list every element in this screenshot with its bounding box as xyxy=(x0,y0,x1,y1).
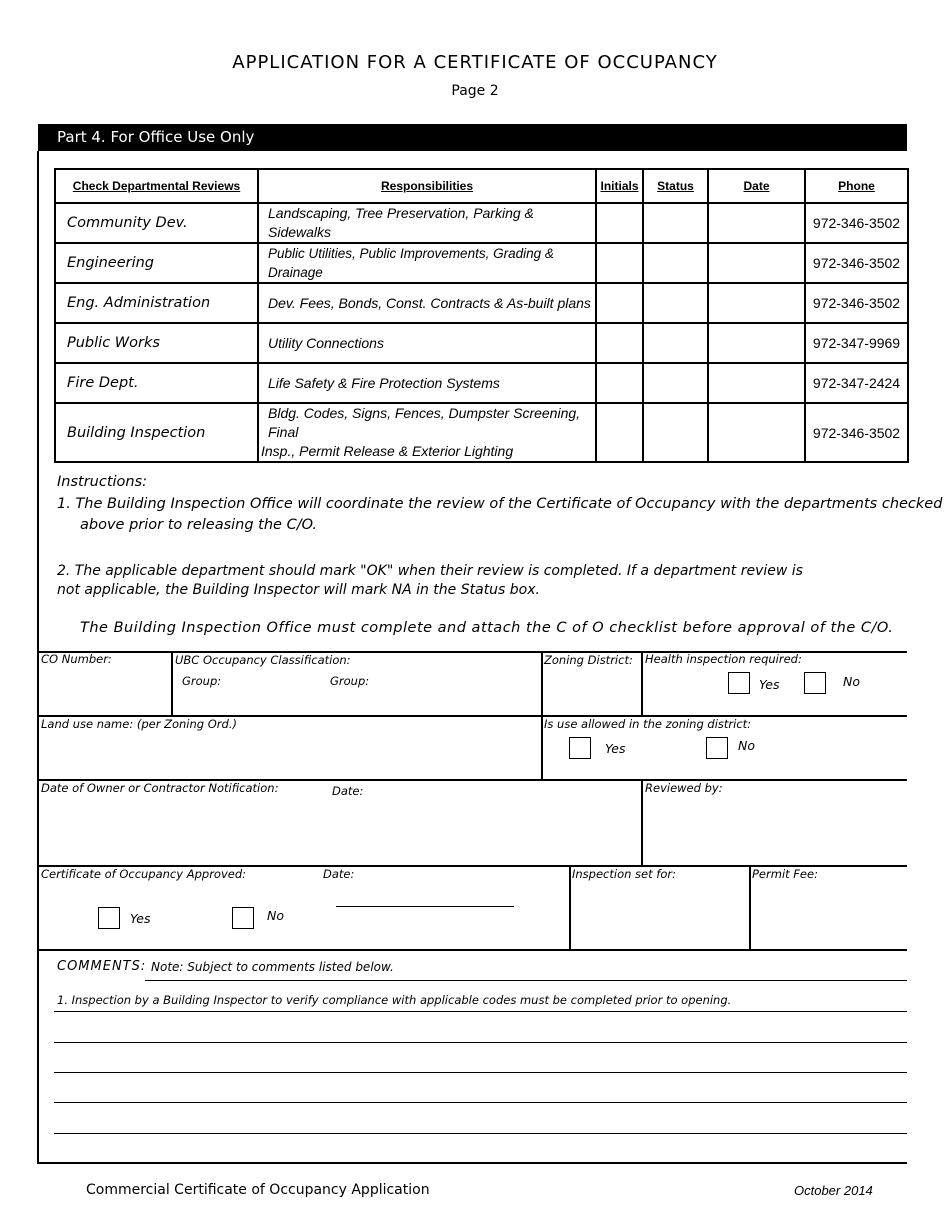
form-divider xyxy=(171,651,173,715)
comments-label: COMMENTS: xyxy=(57,959,147,974)
co-approved-yes-checkbox[interactable] xyxy=(98,907,120,929)
col-header-dept: Check Departmental Reviews xyxy=(55,169,258,203)
date-cell[interactable] xyxy=(708,323,805,363)
date-cell[interactable] xyxy=(708,283,805,323)
health-yes-label: Yes xyxy=(759,677,780,692)
initials-cell[interactable] xyxy=(596,243,643,283)
date-cell[interactable] xyxy=(708,243,805,283)
dept-phone: 972-346-3502 xyxy=(805,243,908,283)
dept-name: Engineering xyxy=(55,243,258,283)
status-cell[interactable] xyxy=(643,243,708,283)
dept-name: Public Works xyxy=(55,323,258,363)
dept-name: Building Inspection xyxy=(55,403,258,462)
col-header-date: Date xyxy=(708,169,805,203)
instruction-1-line-1: 1. The Building Inspection Office will coordinate the review of the Certificate of Occupancy with the departments checked xyxy=(57,496,943,512)
reviewed-by-label: Reviewed by: xyxy=(645,781,723,795)
table-row xyxy=(55,203,908,243)
table-row xyxy=(55,323,908,363)
dept-name: Fire Dept. xyxy=(55,363,258,403)
page-number: Page 2 xyxy=(451,83,499,99)
footer-date: October 2014 xyxy=(794,1183,873,1198)
part4-heading: Part 4. For Office Use Only xyxy=(38,124,907,151)
col-header-status: Status xyxy=(643,169,708,203)
approved-date-label: Date: xyxy=(323,867,355,881)
resp-line-1: Bldg. Codes, Signs, Fences, Dumpster Screening, Final xyxy=(268,405,581,440)
frame-bottom-border xyxy=(37,1162,907,1164)
co-approved-no-checkbox[interactable] xyxy=(232,907,254,929)
comment-line[interactable] xyxy=(54,1133,907,1134)
table-row xyxy=(55,283,908,323)
status-cell[interactable] xyxy=(643,403,708,462)
initials-cell[interactable] xyxy=(596,403,643,462)
use-allowed-yes-checkbox[interactable] xyxy=(569,737,591,759)
group-label-2: Group: xyxy=(330,674,370,688)
initials-cell[interactable] xyxy=(596,323,643,363)
dept-responsibilities: Utility Connections xyxy=(258,323,596,363)
comments-note-line xyxy=(145,980,907,981)
checklist-note: The Building Inspection Office must complete and attach the C of O checklist before approval of the C/O. xyxy=(80,620,894,636)
date-cell[interactable] xyxy=(708,363,805,403)
instruction-1-line-2: above prior to releasing the C/O. xyxy=(80,517,318,533)
co-approved-yes-label: Yes xyxy=(130,911,151,926)
status-cell[interactable] xyxy=(643,203,708,243)
dept-responsibilities: Dev. Fees, Bonds, Const. Contracts & As-built plans xyxy=(258,283,596,323)
ubc-class-label: UBC Occupancy Classification: xyxy=(175,653,351,667)
dept-responsibilities xyxy=(258,403,596,462)
zoning-district-label: Zoning District: xyxy=(544,653,633,667)
date-cell[interactable] xyxy=(708,203,805,243)
form-title: APPLICATION FOR A CERTIFICATE OF OCCUPANCY xyxy=(232,52,718,73)
col-header-initials: Initials xyxy=(596,169,643,203)
departmental-review-table xyxy=(54,168,909,463)
table-row xyxy=(55,363,908,403)
initials-cell[interactable] xyxy=(596,283,643,323)
table-header-row xyxy=(55,169,908,203)
form-divider xyxy=(641,651,643,715)
health-no-checkbox[interactable] xyxy=(804,672,826,694)
use-allowed-yes-label: Yes xyxy=(605,741,626,756)
form-divider xyxy=(541,651,543,779)
comment-line[interactable] xyxy=(54,1011,907,1012)
initials-cell[interactable] xyxy=(596,203,643,243)
initials-cell[interactable] xyxy=(596,363,643,403)
use-allowed-no-label: No xyxy=(738,738,755,753)
co-approved-label: Certificate of Occupancy Approved: xyxy=(41,867,247,881)
dept-phone: 972-346-3502 xyxy=(805,203,908,243)
table-row xyxy=(55,243,908,283)
col-header-resp: Responsibilities xyxy=(258,169,596,203)
instruction-2-line-2: not applicable, the Building Inspector will mark NA in the Status box. xyxy=(57,582,540,598)
dept-phone: 972-347-9969 xyxy=(805,323,908,363)
inspection-set-label: Inspection set for: xyxy=(572,867,676,881)
land-use-label: Land use name: (per Zoning Ord.) xyxy=(41,717,237,731)
comment-line[interactable] xyxy=(54,1072,907,1073)
permit-fee-label: Permit Fee: xyxy=(752,867,818,881)
resp-line-2: Insp., Permit Release & Exterior Lighting xyxy=(261,443,514,459)
form-line xyxy=(38,949,907,951)
footer-title: Commercial Certificate of Occupancy Application xyxy=(86,1182,430,1198)
instructions-heading: Instructions: xyxy=(57,474,148,490)
dept-responsibilities: Life Safety & Fire Protection Systems xyxy=(258,363,596,403)
form-divider xyxy=(641,779,643,865)
notification-date-label: Date: xyxy=(332,784,364,798)
dept-phone: 972-346-3502 xyxy=(805,403,908,462)
approved-date-line[interactable] xyxy=(336,906,514,907)
group-label-1: Group: xyxy=(182,674,222,688)
comment-item-1: 1. Inspection by a Building Inspector to verify compliance with applicable codes must be completed prior to opening. xyxy=(57,993,732,1007)
health-yes-checkbox[interactable] xyxy=(728,672,750,694)
form-divider xyxy=(569,865,571,949)
dept-name: Eng. Administration xyxy=(55,283,258,323)
dept-responsibilities: Landscaping, Tree Preservation, Parking & Sidewalks xyxy=(258,203,596,243)
use-allowed-label: Is use allowed in the zoning district: xyxy=(544,717,752,731)
health-no-label: No xyxy=(843,674,860,689)
status-cell[interactable] xyxy=(643,283,708,323)
comments-note: Note: Subject to comments listed below. xyxy=(151,960,394,974)
frame-left-border xyxy=(37,151,39,1164)
dept-phone: 972-347-2424 xyxy=(805,363,908,403)
co-approved-no-label: No xyxy=(267,908,284,923)
owner-notification-label: Date of Owner or Contractor Notification: xyxy=(41,781,279,795)
date-cell[interactable] xyxy=(708,403,805,462)
health-inspection-label: Health inspection required: xyxy=(645,652,802,666)
dept-name: Community Dev. xyxy=(55,203,258,243)
status-cell[interactable] xyxy=(643,363,708,403)
comment-line[interactable] xyxy=(54,1042,907,1043)
co-number-label: CO Number: xyxy=(41,652,112,666)
table-row xyxy=(55,403,908,462)
status-cell[interactable] xyxy=(643,323,708,363)
dept-phone: 972-346-3502 xyxy=(805,283,908,323)
instruction-2-line-1: 2. The applicable department should mark "OK" when their review is completed. If a department review is xyxy=(57,563,803,579)
form-divider xyxy=(749,865,751,949)
comment-line[interactable] xyxy=(54,1102,907,1103)
use-allowed-no-checkbox[interactable] xyxy=(706,737,728,759)
dept-responsibilities: Public Utilities, Public Improvements, Grading & Drainage xyxy=(258,243,596,283)
col-header-phone: Phone xyxy=(805,169,908,203)
